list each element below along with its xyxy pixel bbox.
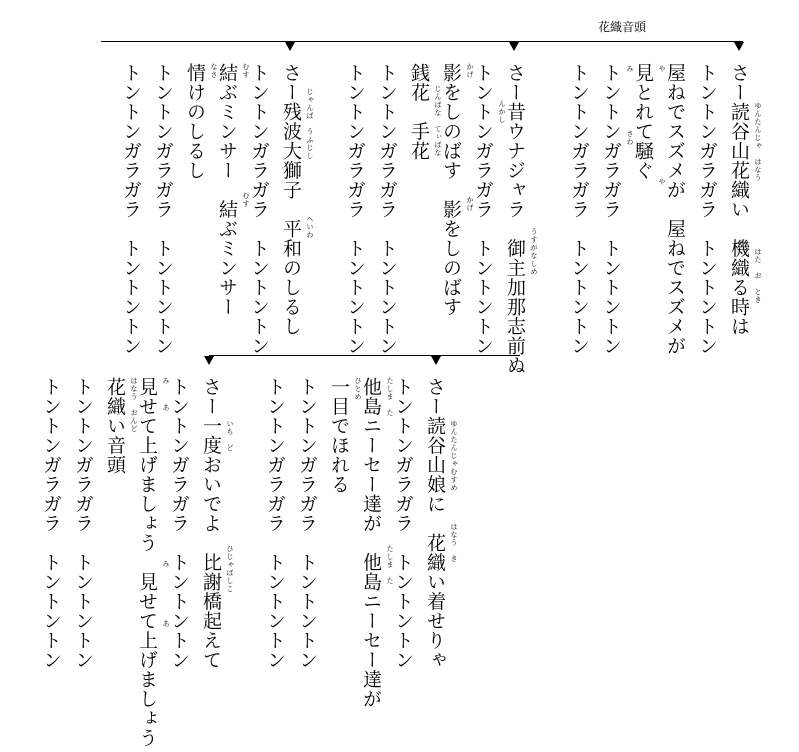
arrow-down-icon — [204, 356, 214, 365]
arrow-down-icon — [285, 42, 295, 51]
top-divider-line — [101, 41, 743, 42]
lyric-line: トントンガラガラ トントントン — [120, 63, 142, 356]
ruby-reading: なさ — [210, 63, 218, 79]
ruby-reading: むす — [242, 192, 250, 208]
ruby-reading: かげ — [466, 63, 474, 79]
ruby-reading: はた お とき — [754, 248, 762, 304]
ruby-reading: ひじゃばしこ — [226, 545, 234, 593]
ruby-reading: かげ — [466, 196, 474, 212]
lyric-line: トントンガラガラ トントントン — [248, 63, 270, 356]
ruby-reading: ゆんたんじゃ はなう — [754, 102, 762, 182]
arrow-down-icon — [509, 42, 519, 51]
lyric-line: 他島ニーセー達が 他島ニーセー達が — [360, 377, 382, 709]
ruby-reading: じゃんば うふじし — [306, 88, 314, 160]
lyric-line: 見とれて騒ぐ — [632, 63, 654, 180]
lyric-line: 情けのしるし — [184, 63, 206, 180]
lyric-line: 屋ねでスズメが 屋ねでスズメが — [664, 63, 686, 356]
lyric-line: 影をしのばす 影をしのばす — [440, 63, 462, 317]
lyric-line: トントンガラガラ トントントン — [72, 377, 94, 670]
arrow-down-icon — [431, 356, 441, 365]
lyric-line: トントンガラガラ トントントン — [168, 377, 190, 670]
lyric-line: 見せて上げましょう 見せて上げましょう — [136, 377, 158, 748]
lyric-line: トントンガラガラ トントントン — [264, 377, 286, 670]
ruby-reading: へいわ — [306, 215, 314, 239]
ruby-reading: たしま た — [386, 545, 394, 585]
lyric-line: 結ぶミンサー 結ぶミンサー — [216, 63, 238, 317]
ruby-reading: や — [658, 178, 666, 186]
lyric-line: トントンガラガラ トントントン — [344, 63, 366, 356]
lyric-line: さー昔ウナジャラ 御主加那志前ぬ — [504, 63, 526, 375]
lyric-line: トントンガラガラ トントントン — [696, 63, 718, 356]
lyric-line: さー一度おいでよ 比謝橋起えて — [200, 377, 222, 670]
lyric-line: 花織い音頭 — [104, 377, 126, 475]
lyric-line: さー読谷山花織い 機織る時は — [728, 63, 750, 336]
ruby-reading: さわ — [626, 130, 634, 146]
ruby-reading: たしま た — [386, 377, 394, 417]
ruby-reading: あ — [162, 404, 170, 412]
lyric-line: トントンガラガラ トントントン — [296, 377, 318, 670]
lyric-line: さー残波大獅子 平和のしるし — [280, 63, 302, 336]
lyric-line: トントンガラガラ トントントン — [40, 377, 62, 670]
ruby-reading: むす — [242, 63, 250, 79]
ruby-reading: み — [162, 377, 170, 385]
ruby-reading: ひとめ — [354, 377, 362, 401]
ruby-reading: み — [162, 560, 170, 568]
ruby-reading: じんばな てぃばな — [434, 85, 442, 157]
lyric-line: トントンガラガラ トントントン — [376, 63, 398, 356]
lyric-line: トントンガラガラ トントントン — [472, 63, 494, 356]
lyric-line: トントンガラガラ トントントン — [152, 63, 174, 356]
lyric-line: トントンガラガラ トントントン — [392, 377, 414, 670]
lyric-line: トントンガラガラ トントントン — [600, 63, 622, 356]
ruby-reading: や — [658, 65, 666, 73]
ruby-reading: あ — [162, 620, 170, 628]
ruby-reading: はなう おんど — [130, 377, 138, 433]
ruby-reading: うすがなしめ — [530, 228, 538, 276]
lyric-line: さー読谷山娘に 花織い着せりゃ — [424, 377, 446, 670]
lyric-line: 銭花 手花 — [408, 63, 430, 161]
ruby-reading: み — [626, 65, 634, 73]
lyric-line: 一目でほれる — [328, 377, 350, 494]
ruby-reading: ゆんたんじゃむすめ — [450, 420, 458, 492]
song-title: 花織音頭 — [598, 20, 647, 34]
arrow-down-icon — [734, 42, 744, 51]
ruby-reading: いち ど — [226, 420, 234, 452]
ruby-reading: はなう き — [450, 523, 458, 563]
lyric-line: トントンガラガラ トントントン — [568, 63, 590, 356]
ruby-reading: んかし — [498, 100, 506, 124]
